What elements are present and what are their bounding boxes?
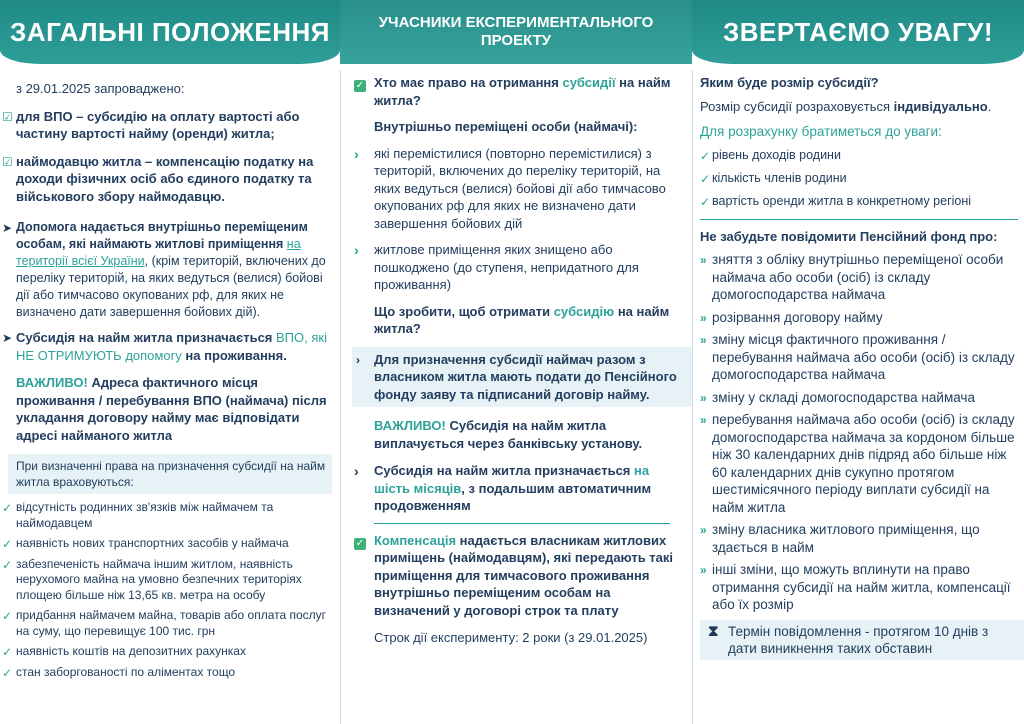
chevron-icon: » (700, 333, 707, 347)
general-column (0, 70, 340, 680)
consider-title: Для розрахунку братиметься до уваги: (700, 124, 942, 139)
important-note: ВАЖЛИВО! Субсидія на найм житла виплачується через банківську установу. (374, 418, 643, 451)
header-attention: ЗВЕРТАЄМО УВАГУ! (692, 0, 1024, 64)
header-general: ЗАГАЛЬНІ ПОЛОЖЕННЯ (0, 0, 340, 64)
list-item: » інші зміни, що можуть вплинути на право отримання субсидії на найм житла, компенсації або їх розмір (700, 562, 1011, 612)
question-eligibility: ✓ Хто має право на отримання субсидії на найм житла? (355, 75, 671, 108)
eligible-subtitle: Внутрішньо переміщені особи (наймачі): (374, 119, 638, 134)
hourglass-icon: ⧗ (708, 622, 719, 640)
chevron-icon: » (700, 310, 707, 325)
list-item: ✓ кількість членів родини (700, 168, 1018, 188)
check-icon: ✓ (2, 501, 13, 515)
notify-title: Не забудьте повідомити Пенсійний фонд про: (700, 228, 998, 244)
check-icon: ✓ (2, 609, 13, 623)
list-item: ✓ наявність коштів на депозитних рахунках (2, 644, 246, 659)
divider (374, 523, 670, 524)
compensation-note: ✓ Компенсація надається власникам житлових приміщень (наймодавцям), які передають такі приміщення для тимчасового проживання внутрішньо переміщеним особам на визначений у договорі строк та плату (355, 532, 674, 618)
list-item: » розірвання договору найму (700, 309, 1018, 327)
attention-column (700, 70, 1024, 660)
criteria-list (2, 500, 332, 680)
list-item: › які перемістилися (повторно перемістилися) з територій, включених до переліку територій, на яких ведуться (велися) бойові дії або тимчасово окупованих рф для яких не визначено дати завершення бойових дій (354, 145, 666, 231)
header-participants: УЧАСНИКИ ЕКСПЕРИМЕНТАЛЬНОГО ПРОЕКТУ (340, 0, 692, 64)
check-icon: ✓ (700, 194, 711, 209)
intro-list (0, 98, 340, 206)
arrow-icon: ➤ (2, 221, 13, 235)
check-icon: ✓ (2, 537, 13, 551)
divider (700, 219, 1018, 220)
list-item: » перебування наймача або особи (осіб) із складу домогосподарства наймача за кордоном більше ніж 30 календарних днів підряд або більше ніж 60 календарних днів сукупно протягом шестимісячного періоду виплати субсидії на найм житла (700, 412, 1015, 515)
chevron-icon: › (354, 463, 359, 479)
important-note: ВАЖЛИВО! Адреса фактичного місця проживання / перебування ВПО (наймача) після укладання договору найму має відповідати адресі найманого житла (16, 375, 327, 443)
list-item: » зміну у складі домогосподарства наймача (700, 389, 1018, 407)
question-size: Яким буде розмір субсидії? (700, 75, 879, 90)
chevron-icon: » (700, 523, 707, 537)
checkmark-icon: ☑ (2, 109, 13, 124)
question-how: Що зробити, щоб отримати субсидію на найм житла? (374, 303, 670, 336)
check-icon: ✓ (2, 665, 13, 680)
checkmark-icon: ✓ (355, 537, 365, 549)
list-item: › житлове приміщення яких знищено або пошкоджено (до ступеня, непридатного для проживання) (354, 242, 639, 292)
application-box: › Для призначення субсидії наймач разом з власником житла мають подати до Пенсійного фонду заяву та підписаний договір найму. (352, 347, 692, 408)
list-item: ✓ забезпеченість наймача іншим житлом, наявність нерухомого майна на умовно безпечних територіях площею більше ніж 13,65 кв. метра на особу (2, 556, 302, 602)
subsidy-paragraph: ➤ Субсидія на найм житла призначається ВПО, які НЕ ОТРИМУЮТЬ допомогу на проживання. (2, 330, 327, 363)
deadline-box: ⧗ Термін повідомлення - протягом 10 днів з дати виникнення таких обставин (700, 620, 1024, 660)
check-icon: ✓ (2, 557, 13, 572)
intro: з 29.01.2025 запроваджено: (16, 81, 185, 96)
size-answer: Розмір субсидії розраховується індивідуально. (700, 98, 992, 114)
list-item: » зміну власника житлового приміщення, що здається в найм (700, 522, 980, 555)
notify-list (700, 251, 1018, 614)
chevron-icon: › (354, 242, 359, 258)
list-item: ✓ вартість оренди житла в конкретному регіоні (700, 191, 1018, 211)
list-item: ✓ рівень доходів родини (700, 145, 1018, 165)
check-icon: ✓ (700, 148, 711, 163)
list-item: ✓ стан заборгованості по аліментах тощо (2, 664, 236, 680)
list-item: » зміну місця фактичного проживання / перебування наймача або особи (осіб) із складу домогосподарства наймача (700, 332, 1015, 382)
checkmark-icon: ☑ (2, 154, 13, 169)
list-item: ✓ відсутність родинних зв'язків між наймачем та наймодавцем (2, 500, 274, 530)
list-item: ☑ для ВПО – субсидію на оплату вартості або частину вартості найму (оренди) житла; (2, 108, 300, 141)
column-divider (340, 70, 341, 724)
chevron-icon: › (356, 352, 360, 367)
list-item: ☑ наймодавцю житла – компенсацію податку на доходи фізичних осіб або єдиного податку та військового збору наймодавцю. (2, 153, 314, 204)
chevron-icon: » (700, 563, 707, 577)
criteria-box-title: При визначенні права на призначення субсидії на найм житла враховуються: (8, 454, 332, 494)
check-icon: ✓ (2, 645, 13, 659)
check-icon: ✓ (700, 171, 711, 186)
participants-column (352, 70, 692, 647)
list-item: ✓ придбання наймачем майна, товарів або оплата послуг на суму, що перевищує 100 тис. грн (2, 608, 327, 638)
chevron-icon: › (354, 145, 359, 162)
territory-paragraph: ➤ Допомога надається внутрішньо переміщеним особам, які наймають житлові приміщення на території всієї України, (крім територій, включених до переліку територій, на яких ведуться (велися) бойові дії або тимчасово окупованих рф, для яких не визначено дати завершення бойових дій). (2, 220, 326, 319)
experiment-term: Строк дії експерименту: 2 роки (з 29.01.2025) (374, 630, 648, 645)
list-item: » зняття з обліку внутрішньо переміщеної особи наймача або особи (осіб) із складу домогосподарства наймача (700, 252, 1004, 302)
list-item: ✓ наявність нових транспортних засобів у наймача (2, 536, 289, 551)
chevron-icon: » (700, 413, 707, 427)
arrow-icon: ➤ (2, 331, 13, 345)
duration-note: › Субсидія на найм житла призначається на шість місяців, з подальшим автоматичним продовженням (354, 463, 652, 513)
chevron-icon: » (700, 390, 707, 405)
column-divider (692, 70, 693, 724)
chevron-icon: » (700, 253, 707, 267)
factors-list (700, 145, 1018, 211)
checkmark-icon: ✓ (355, 80, 365, 91)
